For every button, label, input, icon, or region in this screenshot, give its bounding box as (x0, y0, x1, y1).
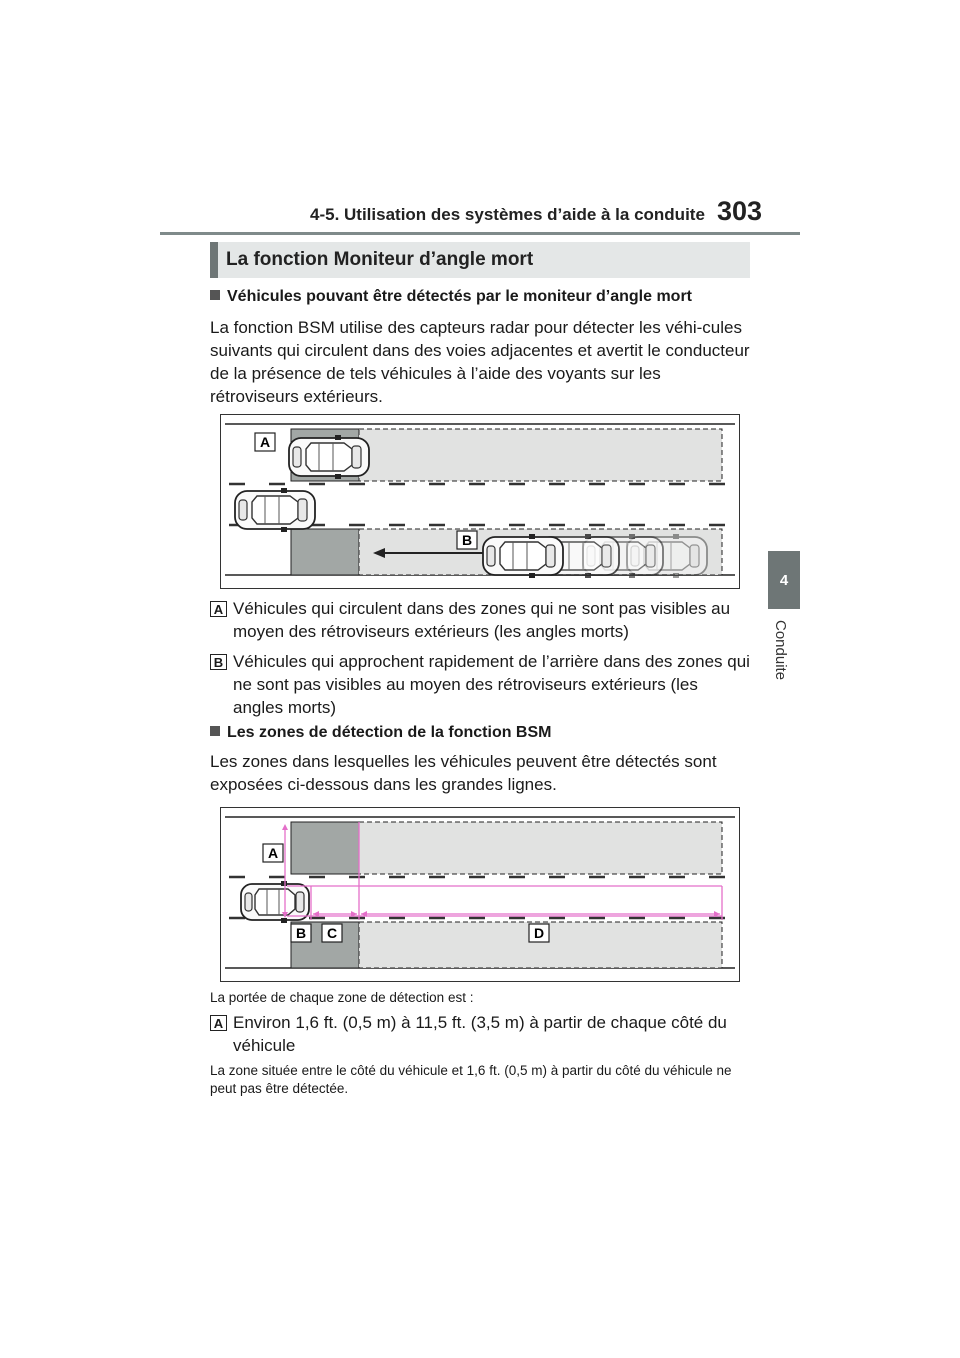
subsection-2-paragraph: Les zones dans lesquelles les véhicules peuvent être détectés sont exposées ci-dessous dans les grandes lignes. (210, 752, 717, 794)
subsection-heading-1 (210, 288, 692, 306)
figure-1-diagram (221, 415, 739, 588)
header-rule (160, 232, 800, 235)
legend-text-a: Véhicules qui circulent dans des zones qui ne sont pas visibles au moyen des rétroviseurs extérieurs (les angles morts) (233, 599, 731, 641)
figure-detection-zones (220, 807, 740, 982)
chapter-tab: 4 (768, 551, 800, 609)
range-text-a: Environ 1,6 ft. (0,5 m) à 11,5 ft. (3,5 m) à partir de chaque côté du véhicule (233, 1013, 727, 1055)
subsection-heading-1-text: Véhicules pouvant être détectés par le moniteur d’angle mort (227, 288, 693, 305)
range-intro: La portée de chaque zone de détection est : (210, 990, 474, 1005)
page-number: 303 (717, 196, 763, 226)
figure-2-label-d: D (533, 925, 545, 941)
legend-badge-a: A (210, 601, 227, 617)
bullet-square-icon (210, 726, 220, 736)
legend-text-b: Véhicules qui approchent rapidement de l’arrière dans des zones qui ne sont pas visibles au moyen des rétroviseurs extérieurs (les angles morts) (233, 652, 750, 717)
section-title: La fonction Moniteur d’angle mort (226, 249, 534, 270)
figure-1-label-a: A (259, 434, 271, 450)
figure-2-label-c: C (326, 925, 338, 941)
subsection-1-paragraph: La fonction BSM utilise des capteurs radar pour détecter les véhi-cules suivants qui circulent dans des voies adjacentes et avertit le conducteur de la présence de tels véhicules à l’aide des voyants sur les rétroviseurs extérieurs. (210, 318, 750, 406)
legend-item-b (210, 650, 750, 719)
figure-1-label-b: B (461, 532, 473, 548)
legend-item-a (210, 597, 750, 643)
subsection-heading-2-text: Les zones de détection de la fonction BSM (227, 724, 552, 741)
figure-2-label-b: B (295, 925, 307, 941)
figure-2-diagram (221, 808, 739, 981)
chapter-tab-label: Conduite (772, 620, 789, 681)
note-text: La zone située entre le côté du véhicule et 1,6 ft. (0,5 m) à partir du côté du véhicule ne peut pas être détectée. (210, 1063, 732, 1096)
subsection-heading-2 (210, 724, 551, 742)
chapter-title: 4-5. Utilisation des systèmes d’aide à la conduite (310, 205, 705, 224)
range-item-a (210, 1011, 750, 1057)
figure-detectable-vehicles (220, 414, 740, 589)
bullet-square-icon (210, 290, 220, 300)
figure-2-label-a: A (267, 845, 279, 861)
chapter-tab-label-wrap (772, 620, 796, 700)
legend-badge-b: B (210, 654, 227, 670)
range-badge-a: A (210, 1015, 227, 1031)
section-title-box (210, 242, 750, 278)
